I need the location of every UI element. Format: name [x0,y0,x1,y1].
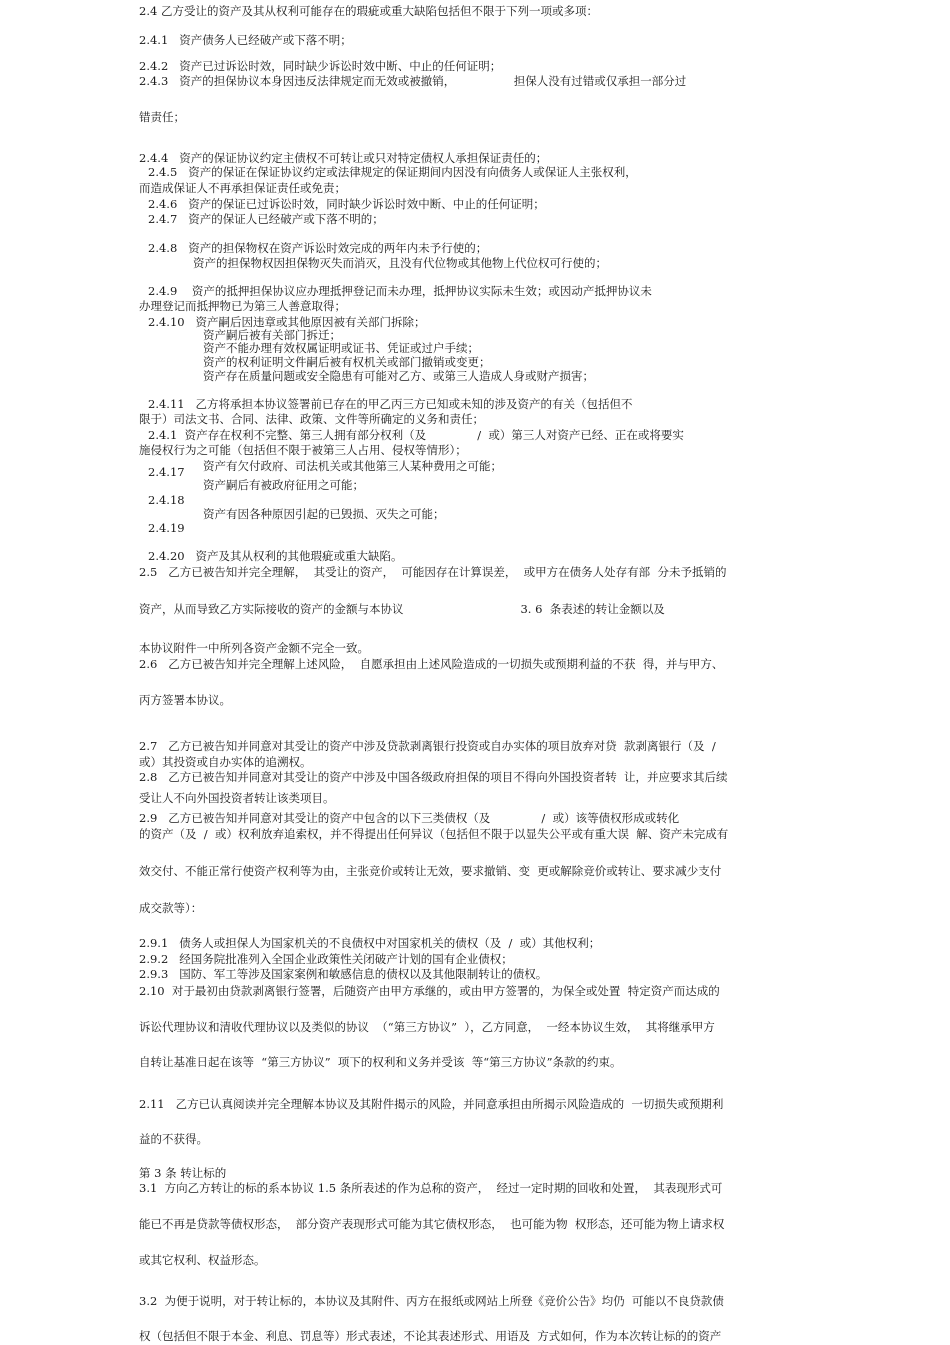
text-line: 2.9.3 国防、军工等涉及国家案例和敏感信息的债权以及其他限制转让的债权。 [139,967,548,981]
text-line: 资产不能办理有效权属证明或证书、凭证或过户手续； [203,341,479,355]
text-line: 施侵权行为之可能（包括但不限于被第三人占用、侵权等情形）； [139,443,467,457]
text-line: 3.2 为便于说明，对于转让标的，本协议及其附件、丙方在报纸或网站上所登《竞价公告》均仍 可能以不良贷款债 [139,1294,724,1308]
text-line: 2.4.5 资产的保证在保证协议约定或法律规定的保证期间内因没有向债务人或保证人主张权利， [148,165,637,179]
text-line: 或其它权利、权益形态。 [139,1253,266,1267]
text-line: 2.4.17 [148,465,185,479]
text-line: 2.4.7 资产的保证人已经破产或下落不明的； [148,212,384,226]
text-line: 2.4.18 [148,493,185,507]
text-line: 资产有欠付政府、司法机关或其他第三人某种费用之可能； [203,459,502,473]
text-line: 2.9.2 经国务院批准列入全国企业政策性关闭破产计划的国有企业债权； [139,952,513,966]
text-line: 限于）司法文书、合同、法律、政策、文件等所确定的义务和责任； [139,412,484,426]
text-line: 2.7 乙方已被告知并同意对其受让的资产中涉及贷款剥离银行投资或自办实体的项目放弃对贷 款剥离银行（及 / [139,739,716,753]
text-line: 资产的担保物权因担保物灭失而消灭，且没有代位物或其他物上代位权可行使的； [193,256,607,270]
text-line: 本协议附件一中所列各资产金额不完全一致。 [139,641,369,655]
text-line: 2.4.1 资产债务人已经破产或下落不明； [139,33,352,47]
text-line: 2.4.19 [148,521,185,535]
text-line: 2.9 乙方已被告知并同意对其受让的资产中包含的以下三类债权（及 / 或）该等债权形成或转化 [139,811,680,825]
text-line: 资产的权利证明文件嗣后被有权机关或部门撤销或变更； [203,355,491,369]
text-line: 2.4.20 资产及其从权利的其他瑕疵或重大缺陷。 [148,549,403,563]
text-line: 效交付、不能正常行使资产权利等为由，主张竞价或转让无效，要求撤销、变 更或解除竞价或转让、要求减少支付 [139,864,722,878]
text-line: 资产嗣后被有关部门拆迁； [203,328,341,342]
text-line: 2.8 乙方已被告知并同意对其受让的资产中涉及中国各级政府担保的项目不得向外国投资者转 让，并应要求其后续 [139,770,728,784]
text-line: 资产嗣后有被政府征用之可能； [203,478,364,492]
text-line: 2.11 乙方已认真阅读并完全理解本协议及其附件揭示的风险，并同意承担由所揭示风险造成的 一切损失或预期利 [139,1097,724,1111]
text-line: 2.4.1 资产存在权利不完整、第三人拥有部分权利（及 / 或）第三人对资产已经、正在或将要实 [148,428,684,442]
text-line: 2.4.10 资产嗣后因违章或其他原因被有关部门拆除； [148,315,426,329]
text-line: 2.4.4 资产的保证协议约定主债权不可转让或只对特定债权人承担保证责任的； [139,151,548,165]
text-line: 2.4.8 资产的担保物权在资产诉讼时效完成的两年内未予行使的； [148,241,488,255]
text-line: 而造成保证人不再承担保证责任或免责； [139,181,346,195]
text-line: 诉讼代理协议和清收代理协议以及类似的协议 （“第三方协议” ），乙方同意， 一经本协议生效， 其将继承甲方 [139,1020,715,1034]
text-line: 能已不再是贷款等债权形态， 部分资产表现形式可能为其它债权形态， 也可能为物 权形态，还可能为物上请求权 [139,1217,725,1231]
text-line: 益的不获得。 [139,1132,208,1146]
text-line: 2.10 对于最初由贷款剥离银行签署，后随资产由甲方承继的，或由甲方签署的，为保全或处置 特定资产而达成的 [139,984,720,998]
text-line: 2.6 乙方已被告知并完全理解上述风险， 自愿承担由上述风险造成的一切损失或预期利益的不获 得，并与甲方、 [139,657,724,671]
text-line: 或）其投资或自办实体的追溯权。 [139,755,312,769]
text-line: 3.1 方向乙方转让的标的系本协议 1.5 条所表述的作为总称的资产， 经过一定时期的回收和处置， 其表现形式可 [139,1181,723,1195]
text-line: 2.5 乙方已被告知并完全理解， 其受让的资产， 可能因存在计算误差， 或甲方在债务人处存有部 分未予抵销的 [139,565,727,579]
text-line: 2.4 乙方受让的资产及其从权利可能存在的瑕疵或重大缺陷包括但不限于下列一项或多项： [139,4,598,18]
text-line: 2.4.3 资产的担保协议本身因违反法律规定而无效或被撤销， 担保人没有过错或仅承担一部分过 [139,74,687,88]
text-line: 2.4.9 资产的抵押担保协议应办理抵押登记而未办理，抵押协议实际未生效；或因动产抵押协议未 [148,284,652,298]
text-line: 权（包括但不限于本金、利息、罚息等）形式表述，不论其表述形式、用语及 方式如何，作为本次转让标的的资产 [139,1329,722,1343]
text-line: 资产有因各种原因引起的已毁损、灭失之可能； [203,507,445,521]
text-line: 2.9.1 债务人或担保人为国家机关的不良债权中对国家机关的债权（及 / 或）其他权利； [139,936,601,950]
text-line: 2.4.2 资产已过诉讼时效，同时缺少诉讼时效中断、中止的任何证明； [139,59,502,73]
text-line: 资产，从而导致乙方实际接收的资产的金额与本协议 3. 6 条表述的转让金额以及 [139,602,665,616]
text-line: 办理登记而抵押物已为第三人善意取得； [139,299,346,313]
text-line: 错责任； [139,110,185,124]
text-line: 受让人不向外国投资者转让该类项目。 [139,791,335,805]
text-line: 2.4.6 资产的保证已过诉讼时效，同时缺少诉讼时效中断、中止的任何证明； [148,197,545,211]
section-heading: 第 3 条 转让标的 [139,1166,227,1180]
text-line: 2.4.11 乙方将承担本协议签署前已存在的甲乙丙三方已知或未知的涉及资产的有关（包括但不 [148,397,633,411]
text-line: 自转让基准日起在该等 “第三方协议” 项下的权利和义务并受该 等“第三方协议”条款的约束。 [139,1055,622,1069]
text-line: 成交款等）： [139,901,203,915]
text-line: 丙方签署本协议。 [139,693,231,707]
text-line: 的资产（及 / 或）权利放弃追索权，并不得提出任何异议（包括但不限于以显失公平或有重大误 解、资产未完成有 [139,827,729,841]
text-line: 资产存在质量问题或安全隐患有可能对乙方、或第三人造成人身或财产损害； [203,369,594,383]
